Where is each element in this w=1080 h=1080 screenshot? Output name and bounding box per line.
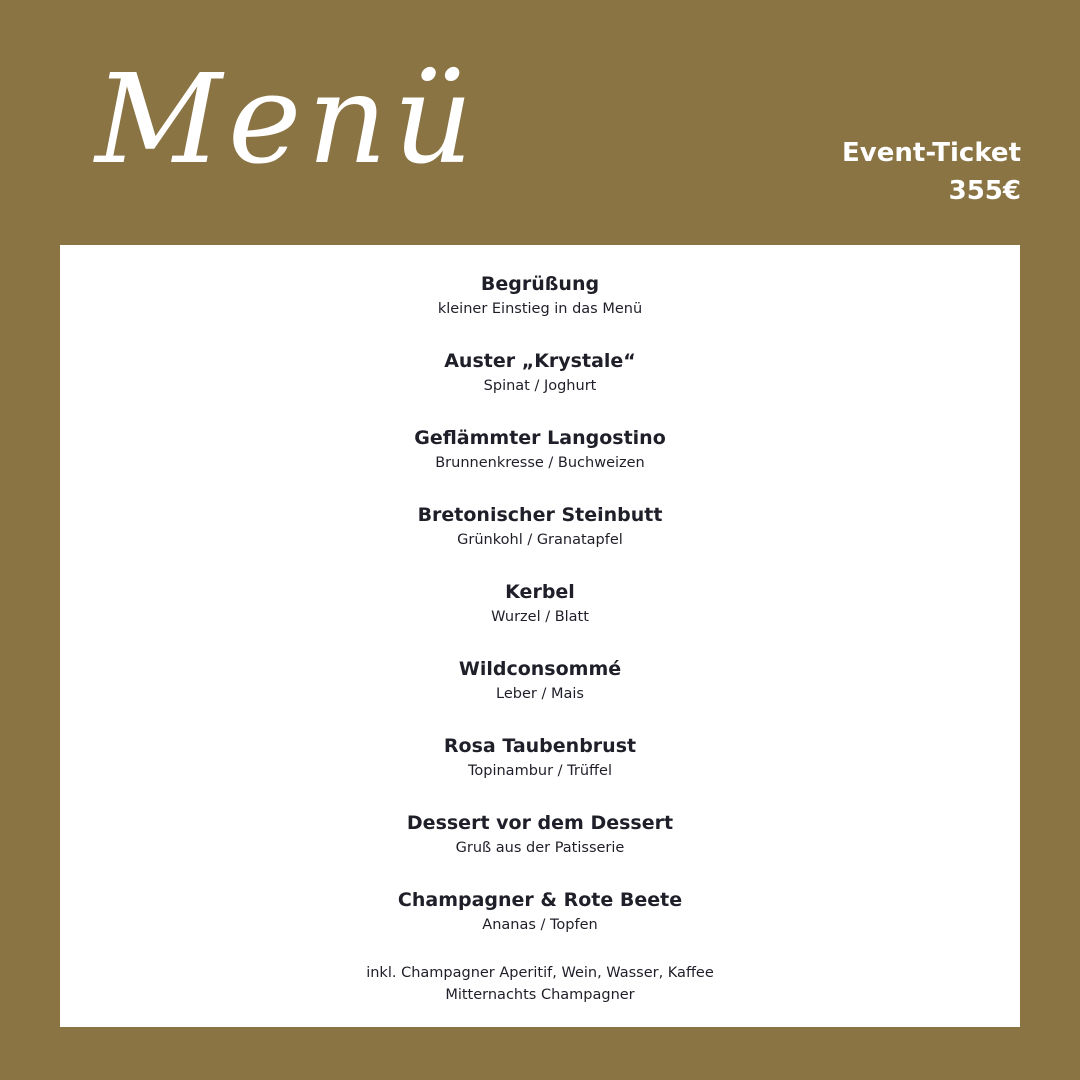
event-ticket [842,134,1021,210]
course-name: Begrüßung [480,273,600,295]
course-name: Dessert vor dem Dessert [406,812,674,834]
course-name: Auster „Krystale“ [444,350,636,372]
menu-title: Menü [95,48,480,192]
course-name: Kerbel [505,581,575,603]
course-item [60,733,1020,783]
course-name: Rosa Taubenbrust [443,735,637,757]
course-item [60,656,1020,706]
course-item [60,810,1020,860]
course-item [60,348,1020,398]
course-name: Bretonischer Steinbutt [417,504,663,526]
course-description: Wurzel / Blatt [491,609,589,625]
course-description: Brunnenkresse / Buchweizen [435,455,645,471]
course-description: Topinambur / Trüffel [468,763,612,779]
course-description: kleiner Einstieg in das Menü [437,301,643,317]
menu-card [60,245,1020,1027]
inclusions-line: Mitternachts Champagner [445,987,635,1003]
course-description: Grünkohl / Granatapfel [457,532,623,548]
ticket-label: Event-Ticket [842,138,1021,168]
course-description: Leber / Mais [496,686,584,702]
course-item [60,425,1020,475]
course-name: Geflämmter Langostino [414,427,666,449]
course-name: Wildconsommé [458,658,622,680]
course-item [60,887,1020,937]
course-name: Champagner & Rote Beete [397,889,683,911]
course-item [60,271,1020,321]
inclusions-line: inkl. Champagner Aperitif, Wein, Wasser, Kaffee [366,965,714,981]
course-description: Ananas / Topfen [482,917,598,933]
ticket-price: 355€ [948,176,1021,206]
course-description: Spinat / Joghurt [483,378,597,394]
course-item [60,502,1020,552]
course-item [60,579,1020,629]
inclusions-note [60,962,1020,1006]
course-description: Gruß aus der Patisserie [455,840,625,856]
